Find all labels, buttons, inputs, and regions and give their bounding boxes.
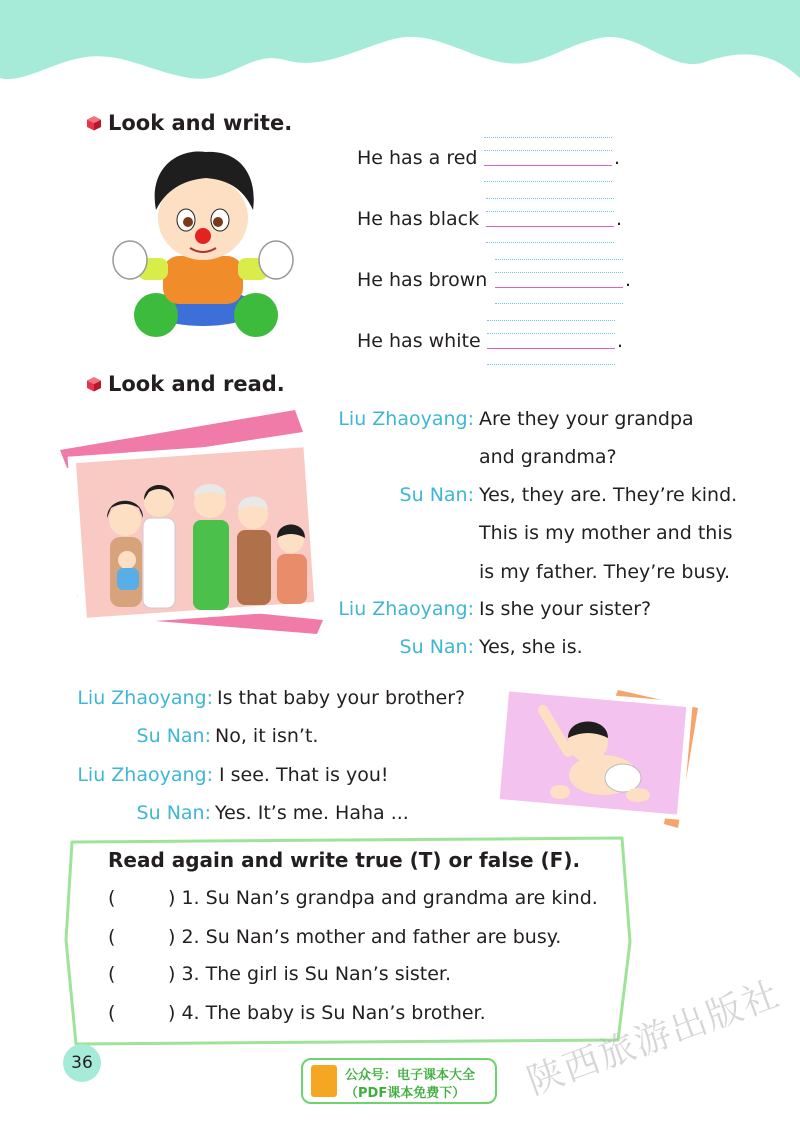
answer-paren[interactable]: (	[108, 926, 116, 948]
speaker-label: Liu Zhaoyang:	[77, 687, 213, 709]
speaker-label: Su Nan:	[136, 725, 211, 747]
answer-blank-2[interactable]	[486, 195, 614, 259]
baby-photo	[488, 680, 708, 830]
badge-line-2: （PDF课本免费下）	[345, 1086, 466, 1101]
cube-icon	[86, 376, 102, 392]
period-mark: .	[614, 147, 621, 169]
fill-row-text: He has brown	[357, 269, 488, 291]
fill-row-text: He has black	[357, 208, 480, 230]
top-wave-decoration	[0, 0, 800, 95]
dialogue-line: This is my mother and this	[479, 522, 733, 544]
badge-line-1: 公众号：电子课本大全	[345, 1068, 476, 1083]
period-mark: .	[616, 208, 623, 230]
fill-row-3	[357, 269, 487, 291]
section-title-look-and-read	[86, 372, 285, 396]
dialogue-line: Are they your grandpa	[479, 408, 694, 430]
quiz-item-text: 4. The baby is Su Nan’s brother.	[181, 1002, 486, 1024]
family-photo	[55, 410, 330, 635]
speaker-label: Liu Zhaoyang:	[77, 764, 213, 786]
period-mark: .	[617, 330, 624, 352]
dialogue-line: is my father. They’re busy.	[479, 561, 730, 583]
period-mark: .	[625, 269, 632, 291]
cube-icon	[86, 115, 102, 131]
quiz-item-text: 1. Su Nan’s grandpa and grandma are kind.	[181, 887, 598, 909]
boy-illustration	[108, 148, 298, 343]
quiz-item-2: ( ) 2. Su Nan’s mother and father are busy.	[108, 926, 562, 948]
fill-row-text: He has white	[357, 330, 481, 352]
quiz-item-3: ( ) 3. The girl is Su Nan’s sister.	[108, 963, 452, 985]
fill-row-4	[357, 330, 481, 352]
fill-row-2	[357, 208, 479, 230]
quiz-item-text: 3. The girl is Su Nan’s sister.	[181, 963, 452, 985]
dialogue-line: Is that baby your brother?	[217, 687, 466, 709]
answer-blank-1[interactable]	[484, 134, 612, 198]
footer-badge	[301, 1058, 497, 1104]
dialogue-line: I see. That is you!	[219, 764, 389, 786]
answer-blank-4[interactable]	[487, 317, 615, 381]
section-title-look-and-write	[86, 111, 292, 135]
quiz-item-1: ( ) 1. Su Nan’s grandpa and grandma are kind.	[108, 887, 598, 909]
dialogue-line: No, it isn’t.	[215, 725, 319, 747]
publisher-watermark: 陕西旅游出版社	[522, 973, 787, 1104]
answer-blank-3[interactable]	[495, 256, 623, 320]
speaker-label: Liu Zhaoyang:	[338, 408, 474, 430]
speaker-label: Liu Zhaoyang:	[338, 598, 474, 620]
quiz-title: Read again and write true (T) or false (F).	[108, 848, 581, 872]
fill-row-text: He has a red	[357, 147, 478, 169]
answer-paren[interactable]: (	[108, 887, 116, 909]
book-icon	[311, 1065, 337, 1097]
quiz-item-4: ( ) 4. The baby is Su Nan’s brother.	[108, 1002, 486, 1024]
quiz-item-text: 2. Su Nan’s mother and father are busy.	[181, 926, 562, 948]
speaker-label: Su Nan:	[399, 484, 474, 506]
dialogue-line: Is she your sister?	[479, 598, 652, 620]
section-title-text: Look and read.	[108, 372, 285, 396]
section-title-text: Look and write.	[108, 111, 293, 135]
fill-row-1	[357, 147, 477, 169]
answer-paren[interactable]: (	[108, 963, 116, 985]
answer-paren[interactable]: (	[108, 1002, 116, 1024]
speaker-label: Su Nan:	[399, 636, 474, 658]
dialogue-line: and grandma?	[479, 446, 617, 468]
speaker-label: Su Nan:	[136, 802, 211, 824]
page-number: 36	[63, 1044, 101, 1082]
dialogue-line: Yes. It’s me. Haha ...	[215, 802, 409, 824]
dialogue-line: Yes, she is.	[479, 636, 583, 658]
dialogue-line: Yes, they are. They’re kind.	[479, 484, 738, 506]
